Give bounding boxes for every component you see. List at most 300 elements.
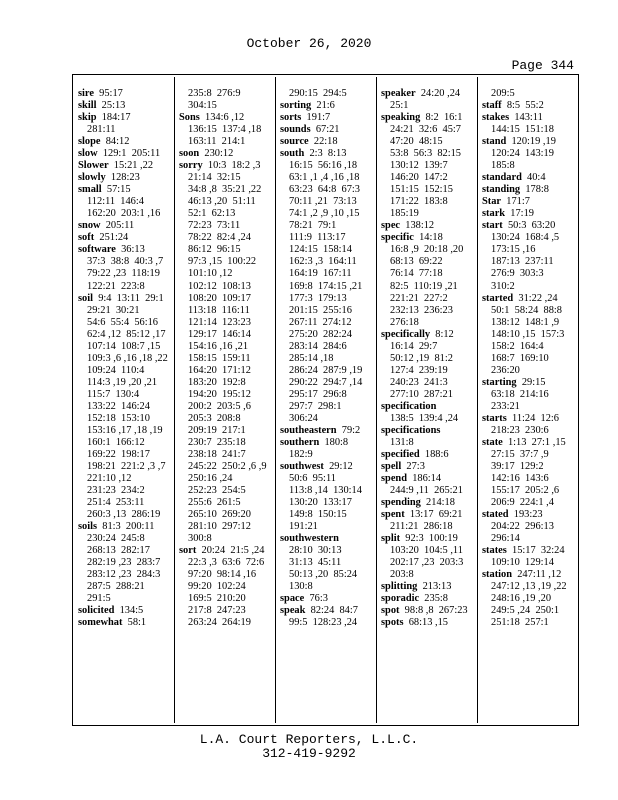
- index-refs-continued: 209:19 217:1: [188, 424, 246, 436]
- index-refs-continued: 120:24 143:19: [491, 148, 554, 160]
- index-refs: 1:13 27:1 ,15: [502, 436, 566, 448]
- index-refs-continued: 136:15 137:4 ,18: [188, 124, 262, 136]
- index-word: Star: [482, 196, 502, 208]
- index-refs-continued: 275:20 282:24: [289, 328, 352, 340]
- index-refs-continued: 50:12 ,19 81:2: [390, 352, 453, 364]
- footer-company: L.A. Court Reporters, L.L.C.: [199, 732, 419, 747]
- index-entry: [482, 569, 583, 581]
- index-word: slowly: [78, 172, 106, 184]
- index-refs-continued: 290:22 294:7 ,14: [289, 376, 363, 388]
- index-refs-continued: 52:1 62:13: [188, 208, 236, 220]
- index-refs-continued: 204:22 296:13: [491, 521, 554, 533]
- index-refs-continued: 297:7 298:1: [289, 400, 342, 412]
- index-refs-continued: 62:4 ,12 85:12 ,17: [87, 328, 166, 340]
- index-entry: [381, 112, 482, 124]
- index-refs: 129:1 205:11: [97, 148, 161, 160]
- index-refs-continued: 101:10 ,12: [188, 268, 233, 280]
- index-refs-continued: 144:15 151:18: [491, 124, 554, 136]
- index-refs-continued: 158:2 164:4: [491, 340, 544, 352]
- index-refs: 214:18: [420, 497, 455, 509]
- column-divider: [477, 77, 478, 723]
- index-refs-continued: 198:21 221:2 ,3 ,7: [87, 460, 166, 472]
- index-refs-continued: 16:8 ,9 20:18 ,20: [390, 244, 464, 256]
- index-refs-continued: 39:17 129:2: [491, 460, 544, 472]
- index-refs-continued: 281:11: [87, 124, 116, 136]
- index-word: splitting: [381, 581, 418, 593]
- index-entry: [381, 473, 482, 485]
- index-refs-continued: 236:20: [491, 364, 520, 376]
- index-refs-continued: 111:9 113:17: [289, 232, 346, 244]
- index-refs-continued: 252:23 254:5: [188, 485, 246, 497]
- index-word: stand: [482, 136, 507, 148]
- index-word: state: [482, 436, 503, 448]
- index-refs: 50:3 63:20: [502, 220, 556, 232]
- index-refs-continued: 131:8: [390, 436, 414, 448]
- index-refs-continued: 50:6 95:11: [289, 473, 336, 484]
- index-refs-continued: 130:20 133:17: [289, 497, 352, 509]
- index-refs-continued: 232:13 236:23: [390, 304, 453, 316]
- index-word: southwestern: [280, 533, 339, 545]
- index-refs-continued: 63:23 64:8 67:3: [289, 184, 361, 196]
- index-entry: [482, 413, 583, 425]
- index-refs: 143:11: [509, 112, 543, 124]
- index-word: spots: [381, 617, 404, 629]
- index-refs-continued: 283:14 284:6: [289, 340, 347, 352]
- index-refs-continued: 47:20 48:15: [390, 136, 443, 148]
- index-refs-continued: 108:20 109:17: [188, 292, 251, 304]
- index-refs-continued: 306:24: [289, 412, 318, 424]
- index-word: Slower: [78, 160, 109, 172]
- index-entry: [482, 172, 583, 184]
- index-refs-continued: 109:10 129:14: [491, 557, 554, 569]
- index-refs: 21:6: [311, 100, 335, 112]
- index-word: specifically: [381, 328, 431, 340]
- index-refs-continued: 205:3 208:8: [188, 412, 241, 424]
- index-word: specific: [381, 232, 414, 244]
- index-word: southwest: [280, 460, 324, 472]
- index-entry: [179, 545, 280, 557]
- index-word: soils: [78, 521, 98, 533]
- index-refs-continued: 29:21 30:21: [87, 304, 140, 316]
- index-refs-continued: 285:14 ,18: [289, 352, 334, 364]
- index-refs-continued: 53:8 56:3 82:15: [390, 148, 462, 160]
- index-refs-continued: 168:7 169:10: [491, 352, 549, 364]
- index-refs-continued: 78:21 79:1: [289, 220, 337, 232]
- index-refs: 213:13: [417, 581, 452, 593]
- index-word: source: [280, 136, 309, 148]
- index-refs-continued: 37:3 38:8 40:3 ,7: [87, 256, 164, 268]
- index-refs: 20:24 21:5 ,24: [196, 545, 265, 557]
- index-entry: [482, 208, 583, 220]
- index-entry: [78, 136, 179, 148]
- index-refs-continued: 133:22 146:24: [87, 400, 150, 412]
- index-refs-continued: 160:1 166:12: [87, 436, 145, 448]
- index-refs-continued: 130:24 168:4 ,5: [491, 232, 560, 244]
- index-refs-continued: 185:8: [491, 160, 515, 172]
- index-refs-continued: 218:23 230:6: [491, 424, 549, 436]
- index-refs-continued: 169:22 198:17: [87, 448, 150, 460]
- index-refs-continued: 249:5 ,24 250:1: [491, 605, 560, 617]
- index-entry: [78, 617, 179, 629]
- index-refs: 134:6 ,12: [199, 112, 245, 124]
- index-refs-continued: 68:13 69:22: [390, 256, 443, 268]
- index-word: southern: [280, 436, 320, 448]
- index-refs: 8:2 16:1: [420, 112, 463, 124]
- index-refs-continued: 151:15 152:15: [390, 184, 453, 196]
- index-refs-continued: 99:5 128:23 ,24: [289, 617, 358, 629]
- index-refs-continued: 129:17 146:14: [188, 328, 251, 340]
- index-refs: 178:8: [520, 184, 549, 196]
- index-word: space: [280, 593, 305, 605]
- index-refs-continued: 54:6 55:4 56:16: [87, 316, 159, 328]
- index-refs-continued: 63:1 ,1 ,4 ,16 ,18: [289, 172, 360, 184]
- index-entry: [482, 437, 583, 449]
- index-refs-continued: 276:9 303:3: [491, 268, 544, 280]
- index-word: Sons: [179, 112, 200, 124]
- index-refs-continued: 115:7 130:4: [87, 388, 140, 400]
- index-refs-continued: 245:22 250:2 ,6 ,9: [188, 460, 267, 472]
- index-word: soil: [78, 292, 94, 304]
- index-refs: 29:15: [516, 376, 546, 388]
- index-refs: 188:6: [419, 448, 449, 460]
- index-refs-continued: 238:18 241:7: [188, 448, 246, 460]
- index-refs: 81:3 200:11: [97, 521, 155, 533]
- index-word: specifications: [381, 424, 441, 436]
- index-refs-continued: 152:18 153:10: [87, 412, 150, 424]
- index-refs-continued: 282:19 ,23 283:7: [87, 557, 161, 569]
- index-word: skip: [78, 112, 97, 124]
- index-word: standing: [482, 184, 521, 196]
- index-refs-continued: 221:10 ,12: [87, 473, 132, 484]
- index-entry: [381, 533, 482, 545]
- index-refs-continued: 251:18 257:1: [491, 617, 549, 629]
- index-word: stated: [482, 509, 509, 521]
- index-entry: [78, 293, 179, 305]
- index-refs-continued: 164:19 167:11: [289, 268, 352, 280]
- index-refs: 120:19 ,19: [506, 136, 556, 148]
- index-word: standard: [482, 172, 522, 184]
- index-refs: 27:3: [401, 460, 425, 472]
- index-entry: [78, 160, 179, 172]
- index-refs-continued: 277:10 287:21: [390, 388, 453, 400]
- index-word: solicited: [78, 605, 115, 617]
- index-column: [482, 88, 583, 718]
- index-refs-continued: 206:9 224:1 ,4: [491, 497, 554, 509]
- index-entry: [482, 100, 583, 112]
- index-refs-continued: 31:13 45:11: [289, 557, 342, 569]
- index-word: software: [78, 244, 116, 256]
- index-word: spending: [381, 497, 421, 509]
- column-divider: [376, 77, 377, 723]
- index-refs-continued: 70:11 ,21 73:13: [289, 196, 357, 208]
- index-refs: 193:23: [508, 509, 543, 521]
- index-refs: 17:19: [505, 208, 534, 220]
- index-refs-continued: 50:13 ,20 85:24: [289, 569, 358, 581]
- index-refs-continued: 109:3 ,6 ,16 ,18 ,22: [87, 352, 168, 364]
- index-refs-continued: 99:20 102:24: [188, 581, 246, 593]
- index-refs: 25:13: [96, 100, 126, 112]
- index-refs-continued: 138:12 148:1 ,9: [491, 316, 560, 328]
- index-refs-continued: 240:23 241:3: [390, 376, 448, 388]
- index-refs: 247:11 ,12: [512, 569, 562, 581]
- index-refs-continued: 113:18 116:11: [188, 304, 250, 316]
- index-entry: [179, 160, 280, 172]
- index-entry: [482, 136, 583, 148]
- index-refs-continued: 171:22 183:8: [390, 196, 448, 208]
- index-refs-continued: 169:5 210:20: [188, 593, 246, 605]
- index-refs-continued: 76:14 77:18: [390, 268, 443, 280]
- index-word: skill: [78, 100, 97, 112]
- index-entry: [482, 545, 583, 557]
- index-column: [381, 88, 482, 718]
- index-refs-continued: 130:8: [289, 581, 313, 593]
- index-refs: 235:8: [419, 593, 448, 605]
- index-refs: 40:4: [521, 172, 546, 184]
- index-word: soon: [179, 148, 200, 160]
- index-refs-continued: 287:5 288:21: [87, 581, 145, 593]
- index-word: start: [482, 220, 503, 232]
- index-refs: 95:17: [93, 88, 123, 99]
- index-refs-continued: 296:14: [491, 533, 520, 545]
- index-word: speaking: [381, 112, 421, 124]
- index-refs-continued: 153:16 ,17 ,18 ,19: [87, 424, 163, 436]
- index-word: started: [482, 292, 514, 304]
- index-refs-continued: 164:20 171:12: [188, 364, 251, 376]
- index-entry: [280, 605, 381, 617]
- index-entry: [482, 377, 583, 389]
- index-refs-continued: 27:15 37:7 ,9: [491, 448, 549, 460]
- index-word: spot: [381, 605, 400, 617]
- index-entry: [482, 220, 583, 232]
- index-refs-continued: 107:14 108:7 ,15: [87, 340, 161, 352]
- index-refs-continued: 148:10 ,15 157:3: [491, 328, 565, 340]
- index-refs-continued: 281:10 297:12: [188, 521, 251, 533]
- index-refs: 31:22 ,24: [513, 292, 558, 304]
- index-refs-continued: 155:17 205:2 ,6: [491, 485, 560, 497]
- index-refs-continued: 235:8 276:9: [188, 88, 241, 99]
- index-word: spend: [381, 473, 407, 484]
- index-refs-continued: 248:16 ,19 ,20: [491, 593, 552, 605]
- index-word: sorts: [280, 112, 302, 124]
- index-refs-continued: 63:18 214:16: [491, 388, 549, 400]
- index-refs-continued: 162:20 203:1 ,16: [87, 208, 161, 220]
- index-refs-continued: 304:15: [188, 100, 217, 112]
- index-refs-continued: 247:12 ,13 ,19 ,22: [491, 581, 567, 593]
- index-entry: [280, 437, 381, 449]
- index-entry: [381, 461, 482, 473]
- index-refs: 2:3 8:13: [304, 148, 347, 160]
- index-refs: 8:12: [430, 328, 454, 340]
- index-box: [72, 74, 579, 726]
- index-refs-continued: 121:14 123:23: [188, 316, 251, 328]
- index-refs-continued: 103:20 104:5 ,11: [390, 545, 463, 557]
- index-entry: [482, 112, 583, 124]
- index-column: [179, 88, 280, 718]
- index-refs-continued: 102:12 108:13: [188, 280, 251, 292]
- index-refs-continued: 291:5: [87, 593, 111, 605]
- index-word: sire: [78, 88, 94, 99]
- index-refs-continued: 82:5 110:19 ,21: [390, 280, 458, 292]
- index-refs: 230:12: [199, 148, 234, 160]
- index-refs-continued: 268:13 282:17: [87, 545, 150, 557]
- index-entry: [78, 88, 179, 100]
- index-refs: 180:8: [319, 436, 349, 448]
- index-refs-continued: 185:19: [390, 208, 419, 220]
- index-entry: [179, 112, 280, 124]
- index-entry: [381, 232, 482, 244]
- index-entry: [381, 329, 482, 341]
- index-entry: [482, 293, 583, 305]
- index-word: spell: [381, 460, 402, 472]
- index-word: small: [78, 184, 102, 196]
- index-word: somewhat: [78, 617, 123, 629]
- index-entry: [381, 617, 482, 629]
- index-word: starting: [482, 376, 517, 388]
- index-refs-continued: 300:8: [188, 533, 212, 545]
- index-refs: 84:12: [100, 136, 130, 148]
- index-word: specification: [381, 400, 437, 412]
- index-refs: 184:17: [96, 112, 131, 124]
- index-refs: 58:1: [122, 617, 147, 629]
- index-refs-continued: 217:8 247:23: [188, 605, 246, 617]
- index-refs-continued: 230:24 245:8: [87, 533, 145, 545]
- index-refs: 14:18: [413, 232, 443, 244]
- index-refs: 22:18: [308, 136, 338, 148]
- index-refs: 11:24 12:6: [506, 412, 559, 424]
- index-entry: [482, 184, 583, 196]
- index-entry: [280, 425, 381, 437]
- page-number: Page 344: [511, 58, 574, 73]
- index-word: speaker: [381, 88, 416, 99]
- index-entry: [179, 148, 280, 160]
- index-refs-continued: 286:24 287:9 ,19: [289, 364, 363, 376]
- index-refs-continued: 209:5: [491, 88, 515, 99]
- index-refs: 57:15: [101, 184, 131, 196]
- index-refs-continued: 194:20 195:12: [188, 388, 251, 400]
- footer-phone: 312-419-9292: [262, 746, 356, 761]
- index-refs-continued: 146:20 147:2: [390, 172, 448, 184]
- index-refs-continued: 124:15 158:14: [289, 244, 352, 256]
- index-refs: 9:4 13:11 29:1: [93, 292, 164, 304]
- index-word: southeastern: [280, 424, 337, 436]
- index-refs-continued: 221:21 227:2: [390, 292, 448, 304]
- index-word: sounds: [280, 124, 311, 136]
- index-refs-continued: 16:15 56:16 ,18: [289, 160, 358, 172]
- index-word: specified: [381, 448, 420, 460]
- index-entry: [381, 581, 482, 593]
- index-word: stark: [482, 208, 506, 220]
- index-word: spent: [381, 509, 405, 521]
- index-refs-continued: 79:22 ,23 118:19: [87, 268, 160, 280]
- index-refs-continued: 260:3 ,13 286:19: [87, 509, 161, 521]
- index-entry: [78, 100, 179, 112]
- index-word: speak: [280, 605, 306, 617]
- index-refs-continued: 265:10 269:20: [188, 509, 251, 521]
- index-refs: 36:13: [115, 244, 145, 256]
- index-refs-continued: 86:12 96:15: [188, 244, 241, 256]
- index-refs: 82:24 84:7: [305, 605, 358, 617]
- index-word: sort: [179, 545, 197, 557]
- index-refs-continued: 290:15 294:5: [289, 88, 347, 99]
- index-refs: 251:24: [94, 232, 129, 244]
- index-entry: [381, 220, 482, 232]
- index-entry: [381, 605, 482, 617]
- index-refs-continued: 283:12 ,23 284:3: [87, 569, 161, 581]
- index-refs-continued: 191:21: [289, 521, 318, 533]
- index-refs-continued: 112:11 146:4: [87, 196, 144, 208]
- index-entry: [78, 521, 179, 533]
- index-refs-continued: 24:21 32:6 45:7: [390, 124, 462, 136]
- index-word: soft: [78, 232, 95, 244]
- index-refs: 10:3 18:2 ,3: [202, 160, 261, 172]
- index-refs-continued: 130:12 139:7: [390, 160, 448, 172]
- index-entry: [78, 172, 179, 184]
- index-refs: 15:21 ,22: [108, 160, 154, 172]
- index-refs-continued: 162:3 ,3 164:11: [289, 256, 357, 268]
- index-word: split: [381, 533, 401, 545]
- index-word: slow: [78, 148, 98, 160]
- index-entry: [280, 136, 381, 148]
- index-word: starts: [482, 412, 507, 424]
- index-refs-continued: 187:13 237:11: [491, 256, 554, 268]
- index-refs-continued: 50:1 58:24 88:8: [491, 304, 563, 316]
- index-entry: [78, 220, 179, 232]
- index-refs-continued: 183:20 192:8: [188, 376, 246, 388]
- index-refs-continued: 28:10 30:13: [289, 545, 342, 557]
- index-entry: [381, 509, 482, 521]
- index-refs: 79:2: [336, 424, 361, 436]
- index-entry: [280, 124, 381, 136]
- index-refs-continued: 310:2: [491, 280, 515, 292]
- index-refs-continued: 267:11 274:12: [289, 316, 352, 328]
- index-word: sporadic: [381, 593, 420, 605]
- index-refs-continued: 78:22 82:4 ,24: [188, 232, 251, 244]
- date-header: October 26, 2020: [246, 36, 372, 51]
- index-refs-continued: 113:8 ,14 130:14: [289, 485, 362, 497]
- index-refs-continued: 142:16 143:6: [491, 473, 549, 484]
- index-refs-continued: 154:16 ,16 ,21: [188, 340, 249, 352]
- index-refs-continued: 72:23 73:11: [188, 220, 241, 232]
- index-refs-continued: 177:3 179:13: [289, 292, 347, 304]
- index-entry: [381, 497, 482, 509]
- index-refs: 13:17 69:21: [404, 509, 463, 521]
- index-word: staff: [482, 100, 502, 112]
- index-refs: 171:7: [501, 196, 530, 208]
- index-refs: 29:12: [323, 460, 353, 472]
- index-refs: 128:23: [105, 172, 140, 184]
- index-entry: [280, 100, 381, 112]
- index-entry: [482, 196, 583, 208]
- index-refs: 205:11: [100, 220, 135, 232]
- index-entry: [381, 401, 482, 413]
- index-refs-continued: 231:23 234:2: [87, 485, 145, 497]
- index-refs: 8:5 55:2: [501, 100, 544, 112]
- index-entry: [78, 112, 179, 124]
- index-refs-continued: 244:9 ,11 265:21: [390, 485, 463, 497]
- index-refs-continued: 158:15 159:11: [188, 352, 251, 364]
- index-refs-continued: 201:15 255:16: [289, 304, 352, 316]
- index-refs-continued: 127:4 239:19: [390, 364, 448, 376]
- index-refs-continued: 230:7 235:18: [188, 436, 246, 448]
- index-entry: [78, 605, 179, 617]
- index-refs-continued: 25:1: [390, 100, 409, 112]
- column-divider: [275, 77, 276, 723]
- index-refs-continued: 22:3 ,3 63:6 72:6: [188, 557, 265, 569]
- index-refs-continued: 295:17 296:8: [289, 388, 347, 400]
- index-word: station: [482, 569, 513, 581]
- index-refs-continued: 211:21 286:18: [390, 521, 453, 533]
- index-refs-continued: 251:4 253:11: [87, 497, 145, 509]
